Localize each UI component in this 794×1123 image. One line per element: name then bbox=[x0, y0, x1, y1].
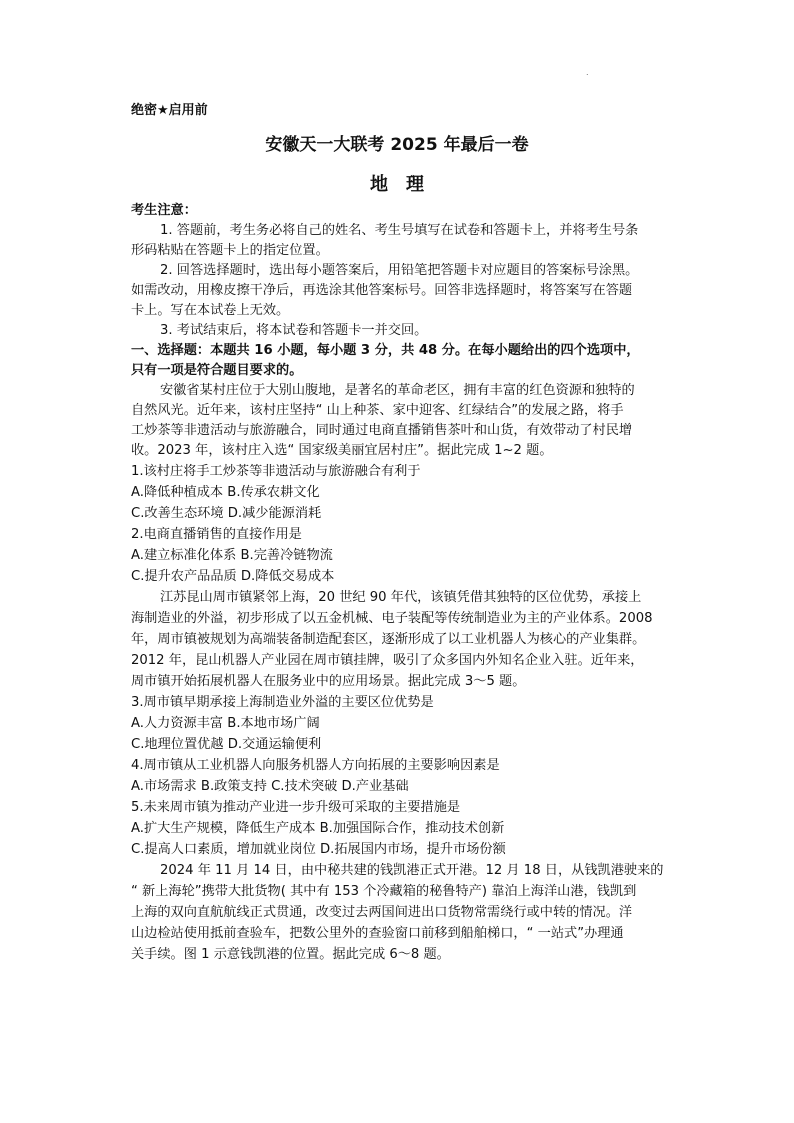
passage-line: 海制造业的外溢，初步形成了以五金机械、电子装配等传统制造业为主的产业体系。2008 bbox=[131, 611, 653, 626]
passage-line: 安徽省某村庄位于大别山腹地，是著名的革命老区，拥有丰富的红色资源和独特的 bbox=[160, 383, 635, 398]
passage-line: “ 新上海轮”携带大批货物( 其中有 153 个冷藏箱的秘鲁特产) 靠泊上海洋山港，钱凯到 bbox=[131, 884, 637, 899]
section-heading: 一、选择题：本题共 16 小题，每小题 3 分，共 48 分。在每小题给出的四个选项中， bbox=[131, 343, 640, 358]
passage-line: 自然风光。近年来，该村庄坚持“ 山上种茶、家中迎客、红绿结合”的发展之路，将手 bbox=[131, 403, 624, 418]
notice-line: 3. 考试结束后，将本试卷和答题卡一并交回。 bbox=[160, 323, 428, 338]
passage-line: 2024 年 11 月 14 日，由中秘共建的钱凯港正式开港。12 月 18 日，从钱凯港驶来的 bbox=[160, 863, 664, 878]
notice-line: 如需改动，用橡皮擦干净后，再选涂其他答案标号。回答非选择题时，将答案写在答题 bbox=[131, 283, 633, 298]
question-options: C.地理位置优越 D.交通运输便利 bbox=[131, 737, 322, 752]
passage-line: 山边检站使用抵前查验车，把数公里外的查验窗口前移到船舶梯口，“ 一站式”办理通 bbox=[131, 926, 624, 941]
passage-line: 工炒茶等非遗活动与旅游融合，同时通过电商直播销售茶叶和山货，有效带动了村民增 bbox=[131, 423, 633, 438]
confidential-mark: 绝密★启用前 bbox=[131, 103, 208, 118]
notice-line: 卡上。写在本试卷上无效。 bbox=[131, 303, 290, 318]
exam-page: . 绝密★启用前 安徽天一大联考 2025 年最后一卷 地理 考生注意： 1. 答题前，考生务必将自己的姓名、考生号填写在试卷和答题卡上，并将考生号条 形码粘贴在答题卡上的指定位置。 2. 回答选择题时，选出每小题答案后，用铅笔把答题卡对应题目的答案标号涂黑。 如需改动，用橡皮擦干净后，再选涂其他答案标号。回答非选择题时，将答案写在答题 卡上。写在本试卷上无效。 3. 考试结束后，将本试卷和答题卡一并交回。 一、选择题：本题共 16 小题，每小题 3 分，共 48 分。在每小题给出的四个选项中， 只有一项是符合题目要求的。 安徽省某村庄位于大别山腹地，是著名的革命老区，拥有丰富的红色资源和独特的 自然风光。近年来，该村庄坚持“ 山上种茶、家中迎客、红绿结合”的发展之路，将手 工炒茶等非遗活动与旅游融合，同时通过电商直播销售茶叶和山货，有效带动了村民增 收。2023 年，该村庄入选“ 国家级美丽宜居村庄”。据此完成 1~2 题。 1.该村庄将手工炒茶等非遗活动与旅游融合有利于 A.降低种植成本 B.传承农耕文化 C.改善生态环境 D.减少能源消耗 2.电商直播销售的直接作用是 A.建立标准化体系 B.完善冷链物流 C.提升农产品品质 D.降低交易成本 江苏昆山周市镇紧邻上海，20 世纪 90 年代，该镇凭借其独特的区位优势，承接上 海制造业的外溢，初步形成了以五金机械、电子装配等传统制造业为主的产业体系。2008 年，周市镇被规划为高端装备制造配套区，逐渐形成了以工业机器人为核心的产业集群。 2012 年，昆山机器人产业园在周市镇挂牌，吸引了众多国内外知名企业入驻。近年来， 周市镇开始拓展机器人在服务业中的应用场景。据此完成 3～5 题。 3.周市镇早期承接上海制造业外溢的主要区位优势是 A.人力资源丰富 B.本地市场广阔 C.地理位置优越 D.交通运输便利 4.周市镇从工业机器人向服务机器人方向拓展的主要影响因素是 A.市场需求 B.政策支持 C.技术突破 D.产业基础 5.未来周市镇为推动产业进一步升级可采取的主要措施是 A.扩大生产规模，降低生产成本 B.加强国际合作，推动技术创新 C.提高人口素质，增加就业岗位 D.拓展国内市场，提升市场份额 2024 年 11 月 14 日，由中秘共建的钱凯港正式开港。12 月 18 日，从钱凯港驶来的 “ 新上海轮”携带大批货物( 其中有 153 个冷藏箱的秘鲁特产) 靠泊上海洋山港，钱凯到 上海的双向直航航线正式贯通，改变过去两国间进出口货物常需绕行或中转的情况。洋 山边检站使用抵前查验车，把数公里外的查验窗口前移到船舶梯口，“ 一站式”办理通 关手续。图 1 示意钱凯港的位置。据此完成 6～8 题。 bbox=[0, 0, 794, 1123]
question-options: C.提升农产品品质 D.降低交易成本 bbox=[131, 569, 335, 584]
question-stem: 3.周市镇早期承接上海制造业外溢的主要区位优势是 bbox=[131, 695, 434, 710]
notice-line: 2. 回答选择题时，选出每小题答案后，用铅笔把答题卡对应题目的答案标号涂黑。 bbox=[160, 263, 639, 278]
passage-line: 2012 年，昆山机器人产业园在周市镇挂牌，吸引了众多国内外知名企业入驻。近年来， bbox=[131, 653, 644, 668]
notice-line: 形码粘贴在答题卡上的指定位置。 bbox=[131, 243, 329, 258]
passage-line: 收。2023 年，该村庄入选“ 国家级美丽宜居村庄”。据此完成 1~2 题。 bbox=[131, 443, 553, 458]
notice-heading: 考生注意： bbox=[131, 203, 197, 218]
passage-line: 周市镇开始拓展机器人在服务业中的应用场景。据此完成 3～5 题。 bbox=[131, 674, 526, 689]
subject-title: 地理 bbox=[370, 174, 442, 195]
passage-line: 上海的双向直航航线正式贯通，改变过去两国间进出口货物常需绕行或中转的情况。洋 bbox=[131, 905, 633, 920]
question-options: A.人力资源丰富 B.本地市场广阔 bbox=[131, 716, 320, 731]
passage-line: 关手续。图 1 示意钱凯港的位置。据此完成 6～8 题。 bbox=[131, 947, 450, 962]
question-options: A.降低种植成本 B.传承农耕文化 bbox=[131, 485, 320, 500]
question-options: A.市场需求 B.政策支持 C.技术突破 D.产业基础 bbox=[131, 779, 409, 794]
passage-line: 江苏昆山周市镇紧邻上海，20 世纪 90 年代，该镇凭借其独特的区位优势，承接上 bbox=[160, 590, 642, 605]
question-options: A.建立标准化体系 B.完善冷链物流 bbox=[131, 548, 333, 563]
notice-line: 1. 答题前，考生务必将自己的姓名、考生号填写在试卷和答题卡上，并将考生号条 bbox=[160, 223, 639, 238]
question-stem: 1.该村庄将手工炒茶等非遗活动与旅游融合有利于 bbox=[131, 464, 421, 479]
question-options: C.改善生态环境 D.减少能源消耗 bbox=[131, 506, 322, 521]
question-options: A.扩大生产规模，降低生产成本 B.加强国际合作，推动技术创新 bbox=[131, 821, 505, 836]
question-stem: 5.未来周市镇为推动产业进一步升级可采取的主要措施是 bbox=[131, 800, 461, 815]
question-options: C.提高人口素质，增加就业岗位 D.拓展国内市场，提升市场份额 bbox=[131, 842, 506, 857]
exam-title: 安徽天一大联考 2025 年最后一卷 bbox=[265, 135, 529, 155]
section-heading: 只有一项是符合题目要求的。 bbox=[131, 363, 303, 378]
question-stem: 2.电商直播销售的直接作用是 bbox=[131, 527, 302, 542]
passage-line: 年，周市镇被规划为高端装备制造配套区，逐渐形成了以工业机器人为核心的产业集群。 bbox=[131, 632, 646, 647]
question-stem: 4.周市镇从工业机器人向服务机器人方向拓展的主要影响因素是 bbox=[131, 758, 500, 773]
